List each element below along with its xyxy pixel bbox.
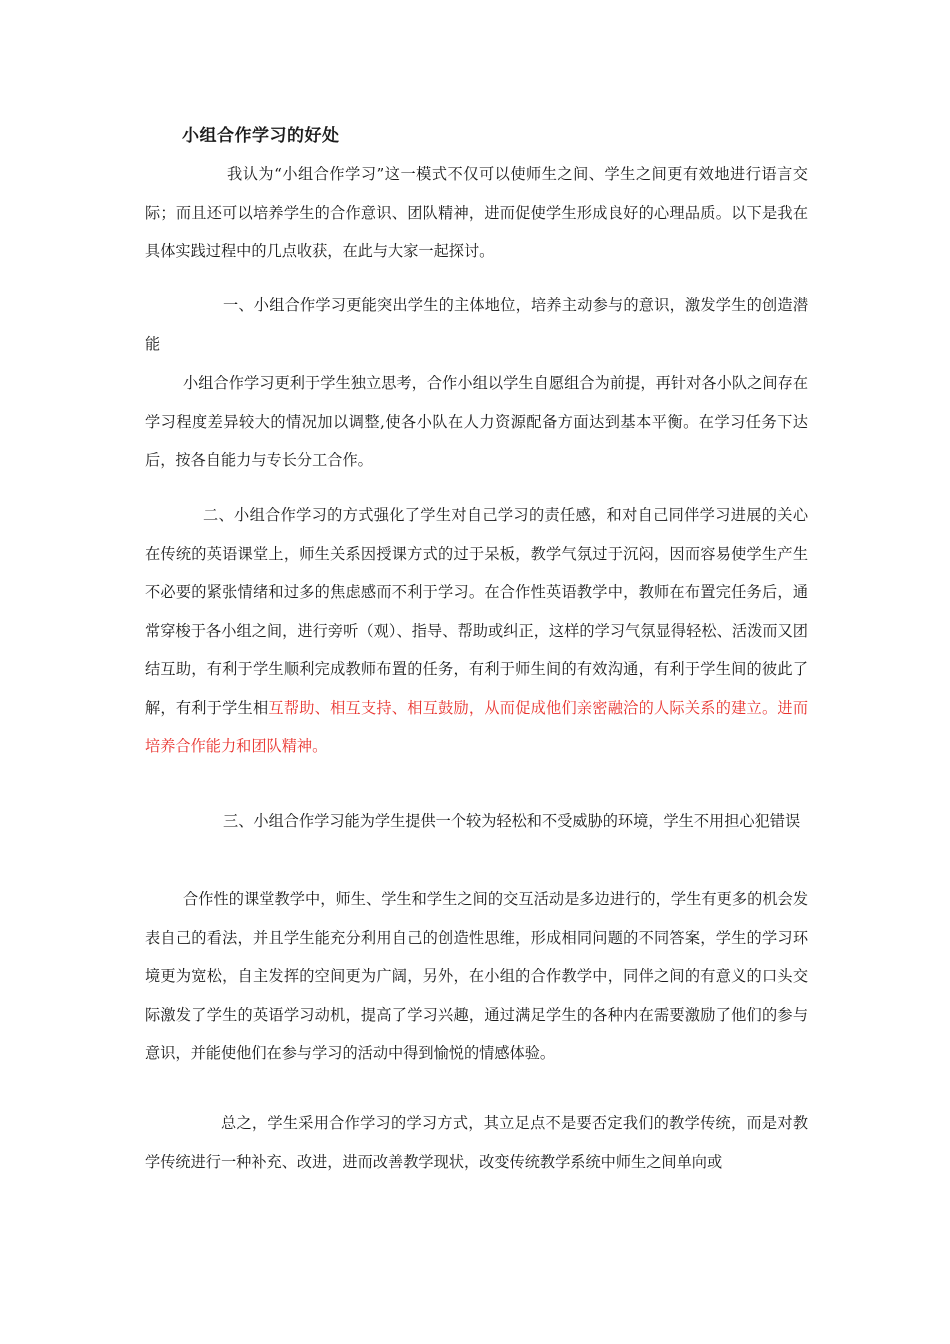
section-2-text: 二、小组合作学习的方式强化了学生对自己学习的责任感，和对自己同伴学习进展的关心在传统的英语课堂上，师生关系因授课方式的过于呆板，教学气氛过于沉闷，因而容易使学生产生不必要的紧张情绪和过多的焦虑感而不利于学习。在合作性英语教学中，教师在布置完任务后，通常穿梭于各小组之间，进行旁听（观）、指导、帮助或纠正，这样的学习气氛显得轻松、活泼而又团结互助，有利于学生顺利完成教师布置的任务，有利于师生间的有效沟通，有利于学生间的彼此了解，有利于学生相 <box>145 506 808 717</box>
section-2-paragraph <box>145 496 808 766</box>
intro-paragraph: 我认为“小组合作学习”这一模式不仅可以使师生之间、学生之间更有效地进行语言交际；而且还可以培养学生的合作意识、团队精神，进而促使学生形成良好的心理品质。以下是我在具体实践过程中的几点收获，在此与大家一起探讨。 <box>145 165 808 260</box>
section-1-heading: 一、小组合作学习更能突出学生的主体地位，培养主动参与的意识，激发学生的创造潜能 <box>145 296 808 353</box>
section-1-body: 小组合作学习更利于学生独立思考，合作小组以学生自愿组合为前提，再针对各小队之间存在学习程度差异较大的情况加以调整,使各小队在人力资源配备方面达到基本平衡。在学习任务下达后，按各自能力与专长分工合作。 <box>145 374 808 469</box>
section-2-highlight: 互帮助、相互支持、相互鼓励，从而促成他们亲密融洽的人际关系的建立。进而培养合作能力和团队精神。 <box>145 698 809 755</box>
section-3-heading: 三、小组合作学习能为学生提供一个较为轻松和不受威胁的环境，学生不用担心犯错误 <box>223 812 801 830</box>
document-title: 小组合作学习的好处 <box>182 126 340 146</box>
conclusion-paragraph: 总之，学生采用合作学习的学习方式，其立足点不是要否定我们的教学传统，而是对教学传统进行一种补充、改进，进而改善教学现状，改变传统教学系统中师生之间单向或 <box>145 1114 808 1171</box>
section-3-body: 合作性的课堂教学中，师生、学生和学生之间的交互活动是多边进行的，学生有更多的机会发表自己的看法，并且学生能充分利用自己的创造性思维，形成相同问题的不同答案，学生的学习环境更为宽松，自主发挥的空间更为广阔，另外，在小组的合作教学中，同伴之间的有意义的口头交际激发了学生的英语学习动机，提高了学习兴趣，通过满足学生的各种内在需要激励了他们的参与意识，并能使他们在参与学习的活动中得到愉悦的情感体验。 <box>145 890 808 1062</box>
